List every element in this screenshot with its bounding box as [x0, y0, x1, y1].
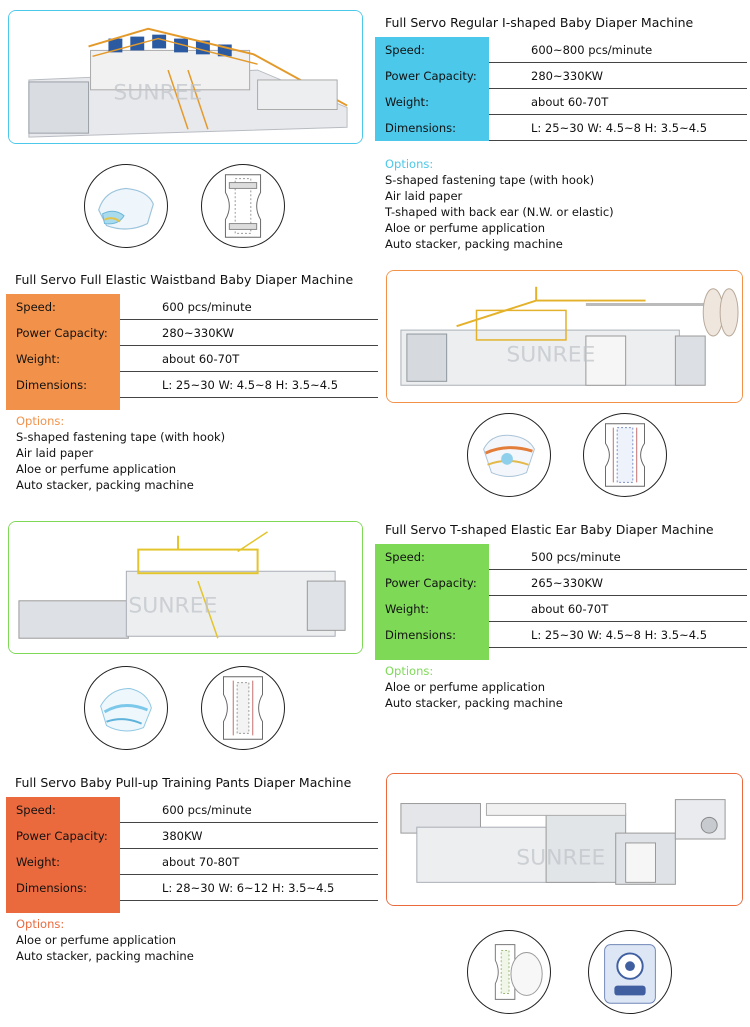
spec-row-dimensions: Dimensions: L: 25~30 W: 4.5~8 H: 3.5~4.5: [375, 115, 747, 141]
spec-row-speed: Speed: 500 pcs/minute: [375, 544, 747, 570]
options-list-2: [16, 413, 225, 493]
spec-table-2: [6, 294, 378, 398]
option-item: Aloe or perfume application: [385, 680, 546, 694]
spec-row-speed: Speed: 600 pcs/minute: [6, 294, 378, 320]
diaper-layout-circle: [583, 413, 667, 497]
spec-table-4: [6, 797, 378, 901]
machine-title-2: Full Servo Full Elastic Waistband Baby Diaper Machine: [15, 272, 354, 287]
option-item: Aloe or perfume application: [16, 462, 177, 476]
spec-row-power: Power Capacity: 380KW: [6, 823, 378, 849]
option-item: S-shaped fastening tape (with hook): [385, 173, 595, 187]
watermark-text: SUNREE: [128, 593, 218, 619]
spec-table-1: [375, 37, 747, 141]
spec-row-weight: Weight: about 60-70T: [375, 89, 747, 115]
machine-title-4: Full Servo Baby Pull-up Training Pants Diaper Machine: [15, 775, 352, 790]
spec-row-weight: Weight: about 60-70T: [375, 596, 747, 622]
option-item: T-shaped with back ear (N.W. or elastic): [385, 205, 614, 219]
watermark-text: SUNREE: [516, 845, 606, 871]
option-item: Aloe or perfume application: [385, 221, 546, 235]
options-title: Options:: [16, 917, 65, 931]
spec-row-power: Power Capacity: 280~330KW: [6, 320, 378, 346]
option-item: Air laid paper: [16, 446, 94, 460]
options-list-1: [385, 156, 614, 252]
spec-row-speed: Speed: 600~800 pcs/minute: [375, 37, 747, 63]
machine-photo-2: [386, 270, 743, 403]
spec-row-dimensions: Dimensions: L: 25~30 W: 4.5~8 H: 3.5~4.5: [6, 372, 378, 398]
spec-table-3: [375, 544, 747, 648]
option-item: Auto stacker, packing machine: [16, 949, 194, 963]
diaper-product-circle: [84, 666, 168, 750]
spec-row-power: Power Capacity: 280~330KW: [375, 63, 747, 89]
machine-title-3: Full Servo T-shaped Elastic Ear Baby Diaper Machine: [385, 522, 714, 537]
option-item: Air laid paper: [385, 189, 463, 203]
machine-title-1: Full Servo Regular I-shaped Baby Diaper Machine: [385, 15, 694, 30]
option-item: S-shaped fastening tape (with hook): [16, 430, 226, 444]
diaper-product-circle: [467, 413, 551, 497]
spec-row-weight: Weight: about 70-80T: [6, 849, 378, 875]
option-item: Auto stacker, packing machine: [16, 478, 194, 492]
diaper-layout-circle: [201, 164, 285, 248]
machine-photo-4: [386, 773, 743, 906]
spec-row-dimensions: Dimensions: L: 25~30 W: 4.5~8 H: 3.5~4.5: [375, 622, 747, 648]
watermark-text: SUNREE: [506, 342, 596, 368]
options-title: Options:: [385, 664, 434, 678]
pants-product-circle: [467, 930, 551, 1014]
pants-packaged-circle: [588, 930, 672, 1014]
spec-row-weight: Weight: about 60-70T: [6, 346, 378, 372]
diaper-layout-circle: [201, 666, 285, 750]
machine-photo-3: [8, 521, 363, 654]
option-item: Auto stacker, packing machine: [385, 696, 563, 710]
watermark-text: SUNREE: [113, 80, 203, 106]
options-list-3: [385, 663, 563, 711]
option-item: Aloe or perfume application: [16, 933, 177, 947]
options-title: Options:: [16, 414, 65, 428]
machine-photo-1: [8, 10, 363, 144]
spec-row-dimensions: Dimensions: L: 28~30 W: 6~12 H: 3.5~4.5: [6, 875, 378, 901]
option-item: Auto stacker, packing machine: [385, 237, 563, 251]
options-list-4: [16, 916, 194, 964]
options-title: Options:: [385, 157, 434, 171]
spec-row-power: Power Capacity: 265~330KW: [375, 570, 747, 596]
spec-row-speed: Speed: 600 pcs/minute: [6, 797, 378, 823]
diaper-product-circle: [84, 164, 168, 248]
